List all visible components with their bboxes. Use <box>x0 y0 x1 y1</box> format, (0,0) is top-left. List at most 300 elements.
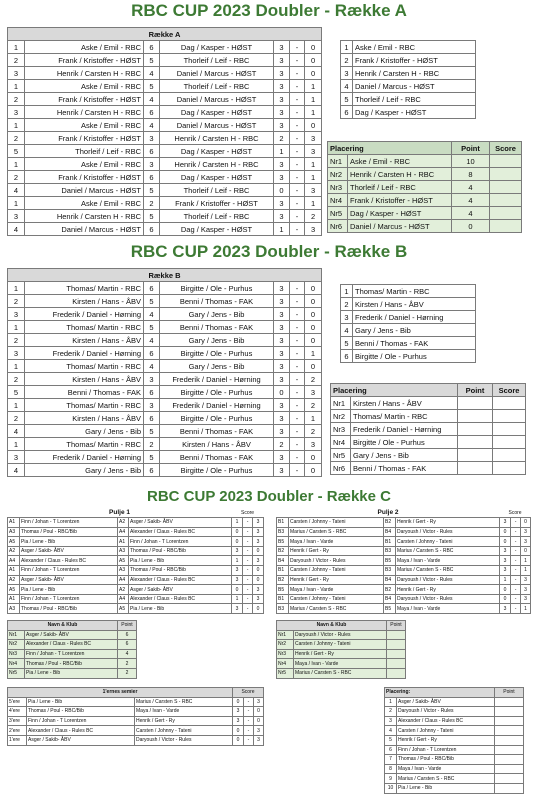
table-cell: 4 <box>8 464 25 477</box>
table-cell: 1 <box>305 171 322 184</box>
table-cell: 0 <box>305 295 322 308</box>
table-cell: 3 <box>274 67 290 80</box>
table-cell: 1 <box>8 119 25 132</box>
table-cell: 3 <box>233 716 244 726</box>
table-cell <box>493 410 526 423</box>
table-cell: Thorleif / Leif - RBC <box>348 181 452 194</box>
table-cell: Aske / Emil - RBC <box>25 119 144 132</box>
table-cell: 3 <box>254 697 264 707</box>
table-cell: Gary / Jens - Bib <box>25 425 144 438</box>
table-cell: Birgitte / Ole - Purhus <box>353 350 476 363</box>
table-cell: Benni / Thomas - FAK <box>25 386 144 399</box>
table-cell: 3 <box>232 575 243 585</box>
table-cell: Henrik / Carsten H - RBC <box>25 210 144 223</box>
match-row <box>8 223 322 236</box>
table-cell: Nr2 <box>331 410 351 423</box>
table-cell: A1 <box>8 594 20 604</box>
table-cell <box>490 155 522 168</box>
table-cell: Nr4 <box>277 659 294 669</box>
table-cell: A1 <box>8 566 20 576</box>
table-cell <box>458 410 493 423</box>
table-cell: B5 <box>277 585 289 595</box>
table-cell: 3 <box>521 575 531 585</box>
table-cell: Alexander / Claus - Rules BC <box>20 556 118 566</box>
table-cell <box>495 735 524 745</box>
table-cell: - <box>290 145 305 158</box>
table-cell: 5 <box>8 145 25 158</box>
table-cell: 1 <box>8 399 25 412</box>
matches-table-a <box>7 27 322 236</box>
table-cell: Henrik / Carsten H - RBC <box>25 106 144 119</box>
table-cell <box>495 764 524 774</box>
table-cell: Frank / Kristoffer - HØST <box>25 132 144 145</box>
table-cell <box>458 423 493 436</box>
table-cell: 3 <box>253 518 264 528</box>
placering-row <box>331 462 526 475</box>
table-cell: Daryoush / Victor - Rules <box>294 630 387 640</box>
table-cell: Henrik / Carsten H - RBC <box>348 168 452 181</box>
match-row <box>8 132 322 145</box>
table-cell: 5 <box>144 80 160 93</box>
placering-row <box>331 423 526 436</box>
table-cell: Maya / Ivan - Varde <box>289 585 384 595</box>
table-cell: Daniel / Marcus - HØST <box>25 184 144 197</box>
pulje2-row <box>277 518 531 528</box>
table-cell: B1 <box>277 594 289 604</box>
score-label: Score <box>233 688 264 698</box>
table-cell: 3 <box>253 537 264 547</box>
table-cell: 0 <box>305 67 322 80</box>
placering-row <box>385 726 524 736</box>
table-cell: Finn / Johan - T Lorentzen <box>27 716 135 726</box>
table-cell: 3 <box>274 158 290 171</box>
match-row <box>8 210 322 223</box>
table-cell: Aske / Emil - RBC <box>25 41 144 54</box>
table-cell <box>387 668 406 678</box>
table-cell: - <box>511 575 521 585</box>
table-cell: Alexander / Claus - Rules BC <box>129 575 232 585</box>
table-cell: 0 <box>254 707 264 717</box>
table-cell: Daryoush / Victor - Rules <box>289 556 384 566</box>
table-cell: Aske / Emil - RBC <box>25 158 144 171</box>
table-cell: Daryoush / Victor - Rules <box>397 707 495 717</box>
table-cell: 6 <box>144 412 160 425</box>
table-cell: 0 <box>500 537 511 547</box>
pulje2-table <box>276 508 531 614</box>
table-cell: 6 <box>144 282 160 295</box>
placering-row <box>385 735 524 745</box>
table-cell: 3 <box>274 464 290 477</box>
table-cell: Nr2 <box>8 640 25 650</box>
table-cell: Maya / Ivan - Varde <box>396 604 500 614</box>
table-cell: - <box>290 464 305 477</box>
table-cell: 2 <box>8 412 25 425</box>
table-cell: 3 <box>8 67 25 80</box>
team-row <box>341 285 476 298</box>
table-cell: Carsten / Johnny - Tateni <box>396 537 500 547</box>
table-cell: Alexander / Claus - Rules BC <box>129 594 232 604</box>
table-cell: 4 <box>452 207 490 220</box>
table-cell: Dag / Kasper - HØST <box>160 223 274 236</box>
placering-title: Placering <box>331 384 458 397</box>
pulje2-row <box>277 585 531 595</box>
table-cell: 1 <box>274 223 290 236</box>
match-row <box>8 334 322 347</box>
table-cell: 3 <box>521 585 531 595</box>
table-cell: 4 <box>144 93 160 106</box>
score-label: Score <box>490 142 522 155</box>
table-cell: 3 <box>385 716 397 726</box>
placering-row <box>328 207 522 220</box>
table-cell: Nr1 <box>328 155 348 168</box>
table-cell: 2 <box>8 295 25 308</box>
table-cell: Frederik / Daniel - Hørning <box>160 399 274 412</box>
table-cell: 0 <box>253 604 264 614</box>
table-cell: Frank / Kristoffer - HØST <box>25 93 144 106</box>
table-cell: 2 <box>341 298 353 311</box>
table-cell: Pia / Lene - Bib <box>25 668 118 678</box>
table-cell: 3 <box>253 594 264 604</box>
table-cell: 4 <box>341 324 353 337</box>
table-cell: B3 <box>277 527 289 537</box>
table-cell: 2 <box>118 659 137 669</box>
table-cell: 6 <box>118 640 137 650</box>
table-cell: - <box>511 556 521 566</box>
table-cell: 0 <box>305 464 322 477</box>
table-cell <box>490 220 522 233</box>
table-cell: Gary / Jens - Bib <box>351 449 458 462</box>
table-cell: 5 <box>341 93 353 106</box>
table-cell: Maya / Ivan - Varde <box>397 764 495 774</box>
table-cell: Frederik / Daniel - Hørning <box>353 311 476 324</box>
table-cell: Pia / Lene - Bib <box>20 537 118 547</box>
table-cell: 0 <box>521 546 531 556</box>
table-cell: 0 <box>232 585 243 595</box>
table-cell: 0 <box>500 594 511 604</box>
table-cell: - <box>290 93 305 106</box>
table-cell: 3 <box>274 119 290 132</box>
table-cell: 3 <box>305 184 322 197</box>
table-cell: A3 <box>118 546 129 556</box>
table-cell: Benni / Thomas - FAK <box>160 321 274 334</box>
table-cell: Frank / Kristoffer - HØST <box>348 194 452 207</box>
table-cell: 2 <box>274 132 290 145</box>
table-cell: - <box>243 527 253 537</box>
table-cell: Dag / Kasper - HØST <box>160 171 274 184</box>
table-cell: 0 <box>232 527 243 537</box>
table-cell: 1 <box>500 575 511 585</box>
table-cell: Finn / Johan - T Lorentzen <box>20 518 118 528</box>
table-cell: Benni / Thomas - FAK <box>353 337 476 350</box>
table-cell: Henrik / Gert - Ry <box>396 585 500 595</box>
table-cell: 3'ere <box>8 716 27 726</box>
table-cell: 1 <box>521 604 531 614</box>
table-cell: 3 <box>274 41 290 54</box>
table-cell <box>387 630 406 640</box>
match-row <box>8 80 322 93</box>
table-cell: 7 <box>385 755 397 765</box>
table-cell: 3 <box>274 106 290 119</box>
match-row <box>8 386 322 399</box>
table-cell: Alexander / Claus - Rules BC <box>25 640 118 650</box>
table-cell: Asger / Sakib- ÅBV <box>129 518 232 528</box>
placering-row <box>328 155 522 168</box>
table-cell: Thomas/ Martin - RBC <box>25 438 144 451</box>
table-cell: Finn / Johan - T Lorentzen <box>397 745 495 755</box>
table-cell: Marius / Carsten S - RBC <box>396 546 500 556</box>
placering-row <box>328 220 522 233</box>
table-cell: 3 <box>500 556 511 566</box>
pulje2-row <box>277 527 531 537</box>
table-cell: A2 <box>8 546 20 556</box>
group-header: Række A <box>8 28 322 41</box>
table-cell: 4 <box>144 119 160 132</box>
table-cell: 3 <box>274 308 290 321</box>
table-cell: Dag / Kasper - HØST <box>160 106 274 119</box>
table-cell: 3 <box>341 67 353 80</box>
table-cell <box>490 181 522 194</box>
table-cell: Gary / Jens - Bib <box>160 360 274 373</box>
group-header: Række B <box>8 269 322 282</box>
table-cell: - <box>244 735 254 745</box>
table-cell: Dag / Kasper - HØST <box>160 145 274 158</box>
table-cell: - <box>243 575 253 585</box>
table-cell: - <box>511 537 521 547</box>
table-cell: B4 <box>384 527 396 537</box>
table-cell: 1 <box>385 697 397 707</box>
pulje1-row <box>8 604 264 614</box>
table-cell: 0 <box>305 334 322 347</box>
table-cell: 3 <box>500 604 511 614</box>
table-cell: Kirsten / Hans - ÅBV <box>25 295 144 308</box>
navn-row <box>277 640 406 650</box>
table-cell: 5 <box>144 184 160 197</box>
table-cell: Daniel / Marcus - HØST <box>25 223 144 236</box>
table-cell: 0 <box>452 220 490 233</box>
table-cell: 6 <box>341 106 353 119</box>
table-cell: 0 <box>521 518 531 528</box>
table-cell: - <box>290 54 305 67</box>
semi-row <box>8 697 264 707</box>
team-row <box>341 93 476 106</box>
table-cell: 6 <box>144 106 160 119</box>
table-cell: 0 <box>253 566 264 576</box>
table-cell: 8 <box>385 764 397 774</box>
table-cell: 2 <box>305 399 322 412</box>
semier-title: 1'ernes semier <box>8 688 233 698</box>
table-cell: 3 <box>8 308 25 321</box>
table-cell: 3 <box>8 451 25 464</box>
pulje1-row <box>8 527 264 537</box>
match-row <box>8 197 322 210</box>
table-cell: 3 <box>274 171 290 184</box>
table-cell: B3 <box>384 566 396 576</box>
table-cell: Thorleif / Leif - RBC <box>160 54 274 67</box>
table-cell <box>495 745 524 755</box>
table-cell: 1 <box>232 556 243 566</box>
table-cell: Maya / Ivan - Varde <box>289 537 384 547</box>
table-cell: 3 <box>305 438 322 451</box>
table-cell: Finn / Johan - T Lorentzen <box>25 649 118 659</box>
table-cell: 0 <box>305 41 322 54</box>
table-cell: - <box>290 106 305 119</box>
table-cell: Alexander / Claus - Rules BC <box>27 726 135 736</box>
table-cell: 10 <box>385 783 397 793</box>
table-cell: Daniel / Marcus - HØST <box>348 220 452 233</box>
table-cell: Maya / Ivan - Varde <box>294 659 387 669</box>
table-cell: Pia / Lene - Bib <box>397 783 495 793</box>
table-cell <box>493 449 526 462</box>
table-cell: Birgitte / Ole - Purhus <box>160 386 274 399</box>
placering-row <box>385 783 524 793</box>
table-cell: - <box>290 334 305 347</box>
table-cell: 0 <box>305 282 322 295</box>
pulje2-row <box>277 537 531 547</box>
table-cell: 2 <box>8 54 25 67</box>
table-cell: 3 <box>254 726 264 736</box>
table-cell: - <box>290 184 305 197</box>
table-cell: - <box>511 518 521 528</box>
table-cell: 0 <box>305 360 322 373</box>
table-cell: 4 <box>341 80 353 93</box>
table-cell: 0 <box>254 716 264 726</box>
table-cell: 10 <box>452 155 490 168</box>
table-cell: 4 <box>144 308 160 321</box>
table-cell: Thomas / Poul - RBC/Bib <box>20 527 118 537</box>
table-cell: Thomas / Poul - RBC/Bib <box>20 604 118 614</box>
table-cell: Pia / Lene - Bib <box>27 697 135 707</box>
match-row <box>8 308 322 321</box>
table-cell: Thomas / Poul - RBC/Bib <box>25 659 118 669</box>
table-cell: - <box>290 425 305 438</box>
score-label: Score <box>240 509 255 516</box>
table-cell: 3 <box>274 80 290 93</box>
placering-row <box>385 697 524 707</box>
table-cell: B2 <box>384 518 396 528</box>
table-cell: 6 <box>144 347 160 360</box>
table-cell: 2 <box>144 438 160 451</box>
table-cell: 6 <box>144 386 160 399</box>
match-row <box>8 438 322 451</box>
table-cell: 5 <box>8 386 25 399</box>
table-cell: 2 <box>341 54 353 67</box>
placering-row <box>328 168 522 181</box>
table-cell: B2 <box>277 575 289 585</box>
table-cell: Maya / Ivan - Varde <box>135 707 233 717</box>
navn-title: Navn & Klub <box>8 621 118 631</box>
table-cell: 3 <box>8 210 25 223</box>
table-cell: Gary / Jens - Bib <box>160 334 274 347</box>
table-cell: Aske / Emil - RBC <box>25 197 144 210</box>
table-cell <box>493 462 526 475</box>
table-cell: 6 <box>341 350 353 363</box>
table-cell: 3 <box>254 735 264 745</box>
table-cell: - <box>243 546 253 556</box>
table-cell: 0 <box>233 726 244 736</box>
pulje1-row <box>8 594 264 604</box>
point-label: Point <box>452 142 490 155</box>
table-cell: 3 <box>253 585 264 595</box>
table-cell: 4'ere <box>8 707 27 717</box>
table-cell: Henrik / Carsten H - RBC <box>25 67 144 80</box>
table-cell: Henrik / Gert - Ry <box>135 716 233 726</box>
table-cell: Frank / Kristoffer - HØST <box>353 54 476 67</box>
table-cell: 3 <box>274 282 290 295</box>
pulje2-row <box>277 594 531 604</box>
table-cell: 3 <box>305 132 322 145</box>
table-cell: 6 <box>144 145 160 158</box>
table-cell: A1 <box>8 518 20 528</box>
point-label: Point <box>495 688 524 698</box>
match-row <box>8 295 322 308</box>
table-cell: Marius / Carsten S - RBC <box>289 527 384 537</box>
teams-table-b <box>340 284 476 363</box>
table-cell: 1 <box>305 80 322 93</box>
placering-row <box>385 764 524 774</box>
team-row <box>341 298 476 311</box>
table-cell: A5 <box>118 556 129 566</box>
table-cell: Henrik / Gert - Ry <box>289 546 384 556</box>
matches-table-b <box>7 268 322 477</box>
table-cell: 0 <box>305 308 322 321</box>
table-cell: Thomas/ Martin - RBC <box>25 321 144 334</box>
table-cell: 3 <box>500 546 511 556</box>
placering-title: Placering <box>328 142 452 155</box>
table-cell: 4 <box>144 360 160 373</box>
table-cell: - <box>290 223 305 236</box>
team-row <box>341 67 476 80</box>
table-cell <box>495 716 524 726</box>
table-cell: Kirsten / Hans - ÅBV <box>353 298 476 311</box>
table-cell: - <box>244 716 254 726</box>
table-cell: 4 <box>118 649 137 659</box>
table-cell: 8 <box>452 168 490 181</box>
table-cell: Carsten / Johnny - Tateni <box>289 518 384 528</box>
table-cell <box>387 659 406 669</box>
table-cell: A2 <box>118 585 129 595</box>
table-cell: Carsten / Johnny - Tateni <box>289 594 384 604</box>
table-cell: 3 <box>232 566 243 576</box>
placering-table-c <box>384 687 524 794</box>
team-row <box>341 106 476 119</box>
match-row <box>8 321 322 334</box>
navn-table-2 <box>276 620 406 679</box>
table-cell: A2 <box>8 575 20 585</box>
score-label: Score <box>493 384 526 397</box>
match-row <box>8 347 322 360</box>
table-cell: Kirsten / Hans - ÅBV <box>351 397 458 410</box>
table-cell: Maya / Ivan - Varde <box>396 556 500 566</box>
match-row <box>8 412 322 425</box>
table-cell: 1 <box>341 285 353 298</box>
pulje1-row <box>8 537 264 547</box>
table-cell: B4 <box>277 556 289 566</box>
table-cell: 3 <box>274 295 290 308</box>
match-row <box>8 158 322 171</box>
table-cell: - <box>290 119 305 132</box>
match-row <box>8 41 322 54</box>
table-cell: Frank / Kristoffer - HØST <box>25 54 144 67</box>
table-cell: Daryoush / Victor - Rules <box>135 735 233 745</box>
pulje1-row <box>8 585 264 595</box>
pulje1-row <box>8 575 264 585</box>
table-cell: Nr5 <box>277 668 294 678</box>
match-row <box>8 119 322 132</box>
table-cell: Asger / Sakib- ÅBV <box>20 546 118 556</box>
table-cell: 2 <box>8 334 25 347</box>
table-cell: Nr6 <box>328 220 348 233</box>
table-cell: 4 <box>144 67 160 80</box>
